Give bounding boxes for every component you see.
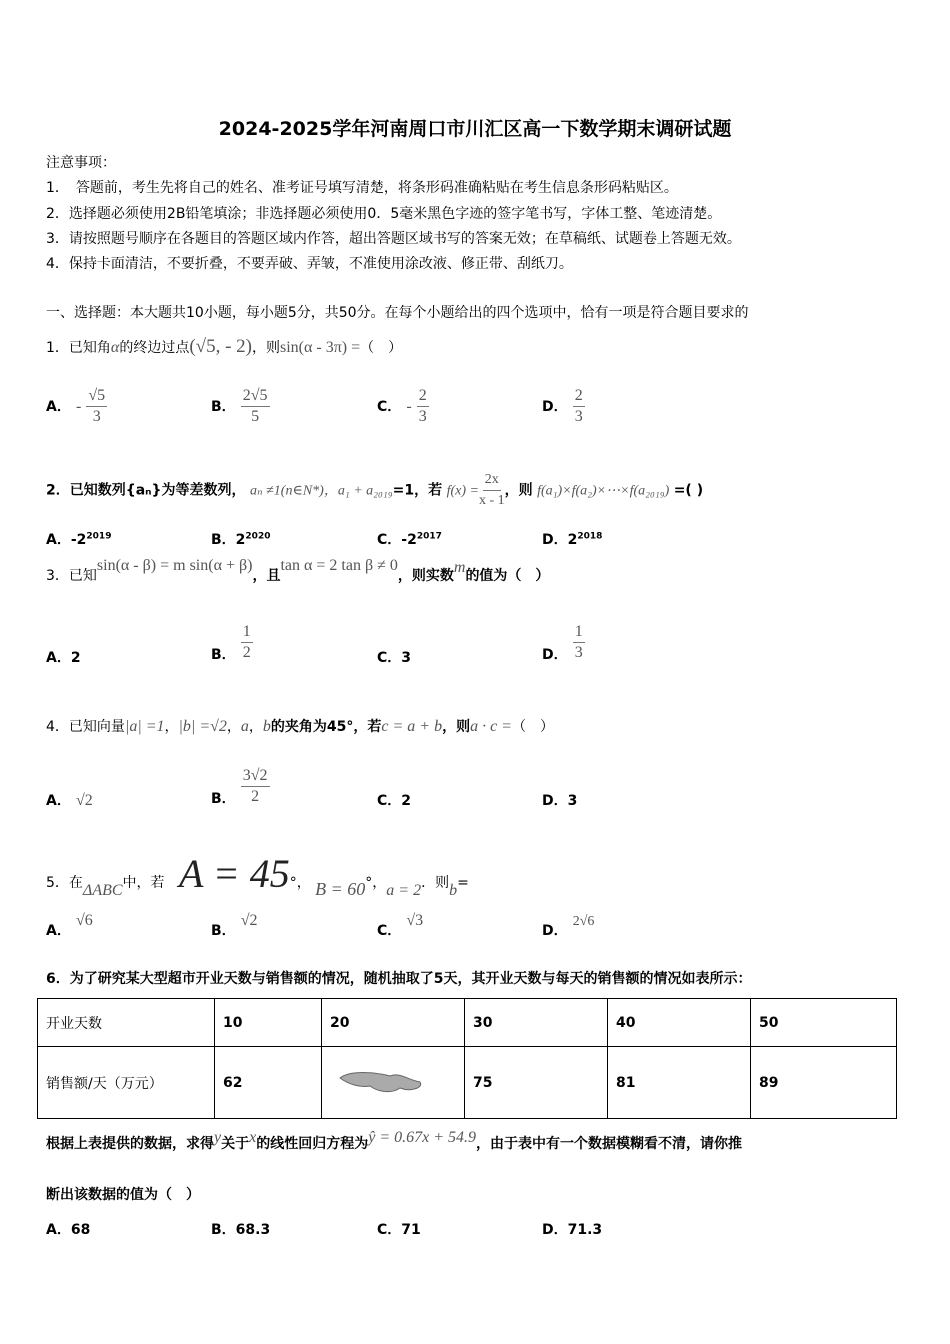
numerator: √5 — [86, 386, 107, 407]
fraction — [241, 766, 270, 807]
math: a · c = — [470, 718, 512, 735]
exponent: 2019 — [86, 531, 112, 542]
q-text: 2．已知数列{aₙ}为等差数列， — [46, 482, 246, 499]
table-cell: 89 — [751, 1047, 897, 1119]
table-cell: 20 — [322, 999, 465, 1047]
q-text: 的夹角为45°，若 — [270, 719, 382, 735]
fraction — [479, 470, 505, 511]
numerator: 2√5 — [241, 386, 270, 407]
q-text: 的终边过点 — [119, 340, 190, 356]
numerator: 1 — [241, 622, 253, 643]
fraction — [417, 386, 429, 427]
option-label: A． — [46, 1222, 71, 1238]
q5-option-b[interactable] — [211, 910, 258, 939]
q-text: （ ） — [511, 719, 554, 735]
denominator: 2 — [242, 644, 251, 661]
q-text: 的线性回归方程为 — [256, 1136, 369, 1152]
math: aₙ ≠1(n∈N*)，a₁ + a₂₀₁₉ — [249, 483, 393, 499]
option-value: √3 — [406, 912, 424, 929]
q5-option-d[interactable] — [542, 910, 595, 939]
q-text: ，则 — [442, 719, 471, 735]
q1-option-d[interactable] — [542, 386, 585, 427]
q6-option-d[interactable] — [542, 1219, 602, 1239]
q2-option-a[interactable] — [46, 529, 111, 549]
q-text: =1，若 — [392, 482, 443, 499]
table-cell-blurred — [322, 1047, 465, 1119]
q-text: =( ) — [673, 482, 704, 499]
table-cell: 81 — [608, 1047, 751, 1119]
q1-option-a[interactable] — [46, 386, 107, 427]
denominator: 2 — [251, 788, 260, 805]
q-text: 关于 — [221, 1136, 250, 1152]
math: ŷ = 0.67x + 54.9 — [368, 1129, 477, 1146]
q-text: °， — [365, 875, 387, 891]
option-label: D． — [542, 1222, 568, 1238]
q-text: ，则 — [252, 340, 280, 356]
math: |b| =√2 — [178, 718, 227, 735]
denominator: 3 — [574, 644, 583, 661]
q5-option-c[interactable] — [377, 910, 424, 939]
fraction — [573, 386, 585, 427]
section-heading: 一、选择题：本大题共10小题，每小题5分，共50分。在每个小题给出的四个选项中，恰有一项是符合题目要求的 — [46, 305, 749, 321]
q-text: 1．已知角 — [46, 340, 111, 356]
option-label: B． — [211, 923, 236, 939]
exponent: 2020 — [245, 531, 271, 542]
question-4 — [46, 716, 554, 736]
option-value: 71.3 — [567, 1222, 603, 1238]
q1-option-b[interactable] — [211, 386, 270, 427]
denominator: 5 — [251, 408, 260, 425]
q-text: （ ） — [360, 340, 403, 356]
option-label: A． — [46, 923, 71, 939]
option-value: 2 — [70, 650, 81, 666]
q3-option-d[interactable] — [542, 622, 585, 663]
option-value: 68.3 — [235, 1222, 271, 1238]
table-cell: 62 — [215, 1047, 322, 1119]
option-value: 71 — [401, 1222, 421, 1238]
option-label: D． — [542, 532, 568, 548]
option-label: C． — [377, 1222, 402, 1238]
math: tan α = 2 tan β ≠ 0 — [280, 557, 398, 574]
data-table — [37, 998, 897, 1119]
question-6-text-cont: 断出该数据的值为（ ） — [46, 1187, 200, 1203]
option-label: B． — [211, 647, 236, 663]
q-text: ，由于表中有一个数据模糊看不清，请你推 — [476, 1136, 743, 1152]
q-text: 的值为（ ） — [465, 568, 550, 584]
math: - — [406, 398, 412, 415]
ink-blot-icon — [330, 1066, 430, 1096]
q5-option-a[interactable] — [46, 910, 93, 939]
numerator: 3√2 — [241, 766, 270, 787]
question-6: 6．为了研究某大型超市开业天数与销售额的情况，随机抽取了5天，其开业天数与每天的销售额的情况如表所示： — [46, 971, 752, 987]
option-label: A． — [46, 650, 71, 666]
option-label: A． — [46, 399, 71, 415]
question-5 — [46, 850, 469, 897]
option-value: √6 — [75, 912, 93, 929]
option-value: 2 — [235, 532, 246, 548]
math: (√5, - 2) — [189, 336, 252, 357]
q4-option-c[interactable] — [377, 790, 411, 810]
numerator: 2x — [483, 470, 501, 491]
q-text: ，且 — [252, 568, 281, 584]
math: c = a + b — [381, 718, 443, 735]
q4-option-b[interactable] — [211, 766, 270, 807]
fraction — [86, 386, 107, 427]
q-text: ， — [248, 719, 263, 735]
notes-heading: 注意事项： — [46, 155, 116, 171]
math-large — [179, 851, 290, 896]
q-text: ，则实数 — [397, 568, 454, 584]
q3-option-a[interactable] — [46, 647, 81, 667]
q6-option-c[interactable] — [377, 1219, 421, 1239]
option-value: 2√6 — [572, 914, 595, 929]
page-title: 2024-2025学年河南周口市川汇区高一下数学期末调研试题 — [218, 118, 732, 140]
q-text: ， — [164, 719, 179, 735]
q3-option-b[interactable] — [211, 622, 253, 663]
table-row — [38, 1047, 897, 1119]
option-value: 2 — [401, 793, 412, 809]
denominator: 3 — [418, 408, 427, 425]
q4-option-a[interactable] — [46, 790, 93, 810]
q-text: 3．已知 — [46, 568, 97, 584]
math: f(a₁)×f(a₂)×⋯×f(a₂₀₁₉) — [537, 483, 670, 499]
math: f(x) = — [446, 483, 479, 499]
q-text: °， — [289, 875, 311, 891]
option-label: C． — [377, 923, 402, 939]
option-value: √2 — [240, 912, 258, 929]
math: A = 45 — [178, 851, 290, 896]
question-6-text — [46, 1129, 743, 1153]
table-row — [38, 999, 897, 1047]
math: b — [449, 882, 458, 899]
option-label: B． — [211, 1222, 236, 1238]
option-label: B． — [211, 399, 236, 415]
q-text: 根据上表提供的数据，求得 — [46, 1136, 214, 1152]
option-label: C． — [377, 793, 402, 809]
option-label: D． — [542, 923, 568, 939]
q2-option-d[interactable] — [542, 529, 602, 549]
math: x — [249, 1129, 257, 1146]
q-text: ．则 — [421, 875, 450, 891]
note-item: 1． 答题前，考生先将自己的姓名、准考证号填写清楚，将条形码准确粘贴在考生信息条形码粘贴区。 — [46, 180, 678, 196]
q4-option-d[interactable] — [542, 790, 577, 810]
q-text: = — [457, 875, 469, 891]
q-text: 中，若 — [122, 875, 165, 891]
table-cell: 开业天数 — [38, 999, 215, 1047]
q2-option-c[interactable] — [377, 529, 442, 549]
math: |a| =1 — [124, 718, 165, 735]
math: m — [453, 559, 466, 576]
option-label: D． — [542, 647, 568, 663]
numerator: 1 — [573, 622, 585, 643]
option-value: √2 — [75, 792, 93, 809]
math: sin(α - β) = m sin(α + β) — [96, 557, 253, 574]
math: y — [214, 1129, 222, 1146]
q6-option-b[interactable] — [211, 1219, 270, 1239]
numerator: 2 — [573, 386, 585, 407]
option-label: C． — [377, 532, 402, 548]
option-value: 2 — [567, 532, 578, 548]
math: α — [110, 339, 120, 356]
math: - — [75, 398, 82, 415]
q6-option-a[interactable] — [46, 1219, 90, 1239]
numerator: 2 — [417, 386, 429, 407]
denominator: 3 — [574, 408, 583, 425]
q1-option-c[interactable] — [377, 386, 429, 427]
table-cell: 销售额/天（万元） — [38, 1047, 215, 1119]
option-label: D． — [542, 793, 568, 809]
math: ΔABC — [82, 882, 123, 899]
fraction — [241, 622, 253, 663]
table-cell: 30 — [465, 999, 608, 1047]
exponent: 2017 — [416, 531, 442, 542]
q2-option-b[interactable] — [211, 529, 270, 549]
option-label: B． — [211, 791, 236, 807]
option-value: 3 — [567, 793, 578, 809]
note-item: 2．选择题必须使用2B铅笔填涂；非选择题必须使用0．5毫米黑色字迹的签字笔书写，字体工整、笔迹清楚。 — [46, 206, 722, 222]
math: b — [262, 718, 271, 735]
question-1 — [46, 336, 402, 358]
q-text: ， — [226, 719, 241, 735]
option-label: C． — [377, 650, 402, 666]
table-cell: 10 — [215, 999, 322, 1047]
option-label: A． — [46, 532, 71, 548]
q-text: 5．在 — [46, 875, 83, 891]
q3-option-c[interactable] — [377, 647, 411, 667]
note-item: 4．保持卡面清洁，不要折叠，不要弄破、弄皱，不准使用涂改液、修正带、刮纸刀。 — [46, 256, 573, 272]
note-item: 3．请按照题号顺序在各题目的答题区域内作答，超出答题区域书写的答案无效；在草稿纸、试题卷上答题无效。 — [46, 231, 741, 247]
option-value: 3 — [401, 650, 412, 666]
math: a = 2 — [386, 882, 422, 899]
table-cell: 40 — [608, 999, 751, 1047]
option-label: C． — [377, 399, 402, 415]
denominator: x - 1 — [478, 493, 505, 508]
table-cell: 75 — [465, 1047, 608, 1119]
option-label: D． — [542, 399, 568, 415]
option-value: -2 — [70, 532, 87, 548]
table-cell: 50 — [751, 999, 897, 1047]
option-label: B． — [211, 532, 236, 548]
math: a — [240, 718, 249, 735]
question-3 — [46, 557, 550, 585]
denominator: 3 — [92, 408, 101, 425]
q-text: 4．已知向量 — [46, 719, 125, 735]
math: sin(α - 3π) = — [280, 339, 361, 356]
q-text: ，则 — [504, 482, 533, 499]
fraction — [573, 622, 585, 663]
option-value: 68 — [70, 1222, 91, 1238]
question-2 — [46, 470, 703, 511]
option-value: -2 — [401, 532, 417, 548]
exponent: 2018 — [577, 531, 603, 542]
option-label: A． — [46, 793, 71, 809]
math: B = 60 — [315, 879, 366, 899]
fraction — [241, 386, 270, 427]
